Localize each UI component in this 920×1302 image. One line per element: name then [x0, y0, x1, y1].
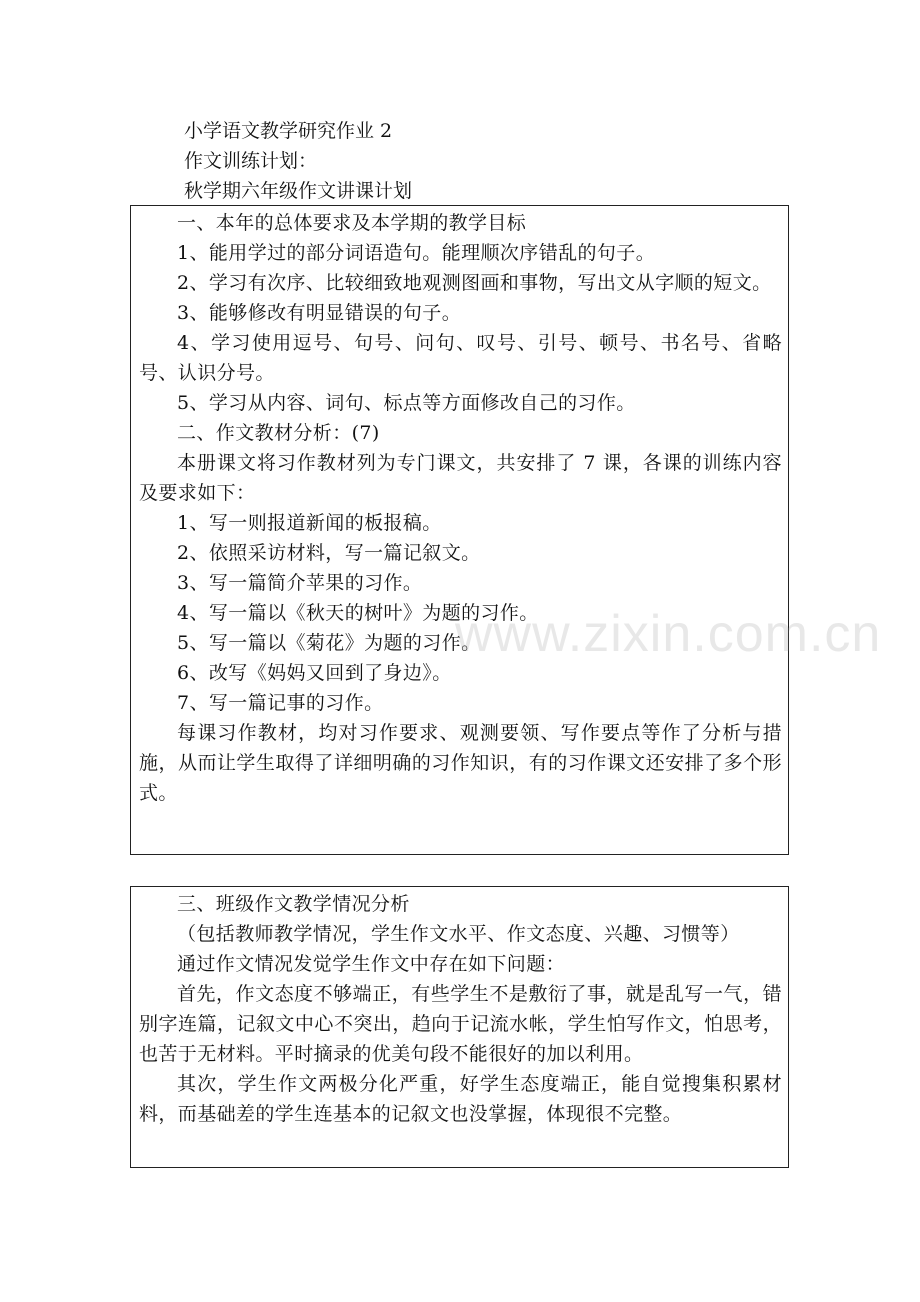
goal-item: 4、学习使用逗号、句号、问句、叹号、引号、顿号、书名号、省略号、认识分号。 [139, 332, 782, 384]
materials-summary: 每课习作教材，均对习作要求、观测要领、写作要点等作了分析与措施，从而让学生取得了详细明确的习作知识，有的习作课文还安排了多个形式。 [139, 722, 782, 804]
analysis-intro: 通过作文情况发觉学生作文中存在如下问题： [177, 953, 566, 975]
section-heading-analysis: 三、班级作文教学情况分析 [177, 893, 410, 915]
analysis-problem-second: 其次，学生作文两极分化严重，好学生态度端正，能自觉搜集积累材料，而基础差的学生连基本的记叙文也没掌握，体现很不完整。 [139, 1073, 782, 1125]
teaching-goals-box [130, 205, 789, 855]
assignment-title: 小学语文教学研究作业 2 [184, 120, 393, 142]
materials-intro: 本册课文将习作教材列为专门课文，共安排了 7 课，各课的训练内容及要求如下： [139, 452, 782, 504]
lesson-item: 4、写一篇以《秋天的树叶》为题的习作。 [177, 602, 539, 624]
lesson-item: 2、依照采访材料，写一篇记叙文。 [177, 542, 481, 564]
goal-item: 2、学习有次序、比较细致地观测图画和事物，写出文从字顺的短文。 [177, 272, 772, 294]
section-heading-materials: 二、作文教材分析：(7) [177, 422, 380, 444]
lesson-item: 7、写一篇记事的习作。 [177, 692, 384, 714]
lesson-item: 1、写一则报道新闻的板报稿。 [177, 512, 442, 534]
watermark: www.zixin.com.cn [455, 605, 882, 663]
plan-subtitle: 作文训练计划： [184, 150, 318, 172]
section-heading-goals: 一、本年的总体要求及本学期的教学目标 [177, 212, 527, 234]
goal-item: 3、能够修改有明显错误的句子。 [177, 302, 462, 324]
goal-item: 5、学习从内容、词句、标点等方面修改自己的习作。 [177, 392, 636, 414]
semester-plan-title: 秋学期六年级作文讲课计划 [184, 180, 413, 202]
lesson-item: 5、写一篇以《菊花》为题的习作。 [177, 632, 481, 654]
lesson-item: 3、写一篇简介苹果的习作。 [177, 572, 423, 594]
analysis-scope-note: （包括教师教学情况，学生作文水平、作文态度、兴趣、习惯等） [177, 923, 740, 945]
analysis-problem-first: 首先，作文态度不够端正，有些学生不是敷衍了事，就是乱写一气，错别字连篇，记叙文中心不突出，趋向于记流水帐，学生怕写作文，怕思考，也苦于无材料。平时摘录的优美句段不能很好的加以利用。 [139, 983, 782, 1065]
class-analysis-box [130, 886, 789, 1168]
lesson-item: 6、改写《妈妈又回到了身边》。 [177, 662, 452, 684]
goal-item: 1、能用学过的部分词语造句。能理顺次序错乱的句子。 [177, 242, 656, 264]
